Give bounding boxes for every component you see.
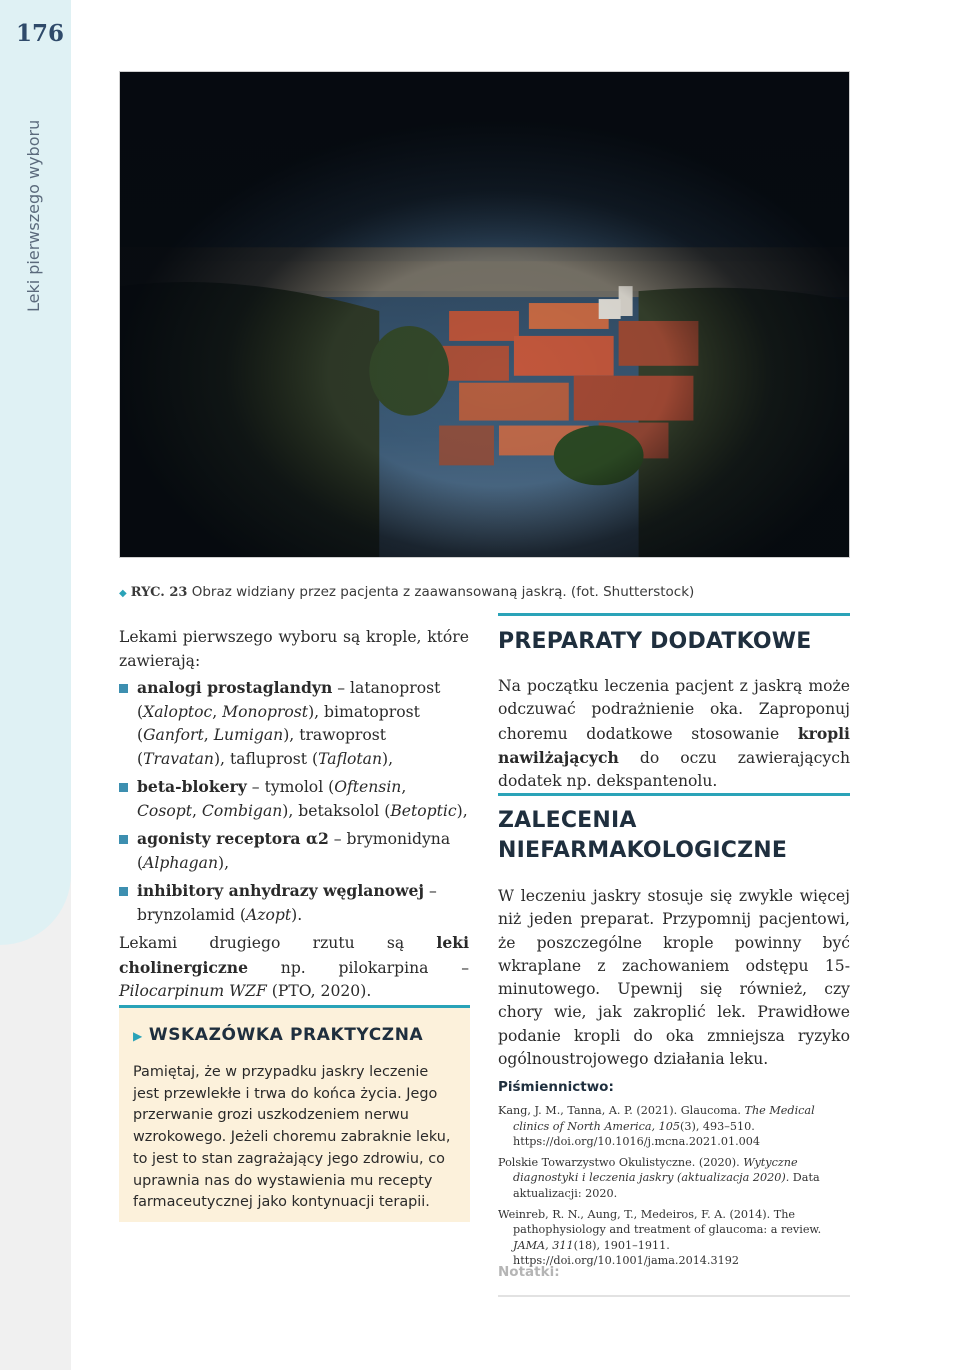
text-run: Alphagan: [143, 853, 218, 872]
text-run: Data aktualizacji: 2020.: [513, 1171, 820, 1200]
text-run: Lekami drugiego rzutu są: [119, 934, 437, 952]
drug-class-term: analogi prostaglandyn: [137, 678, 333, 697]
text-run: Pilocarpinum WZF: [119, 982, 267, 1000]
separator: –: [332, 679, 351, 697]
text-run: Wytyczne diagnostyki i leczenia jaskry (aktualizacja 2020).: [513, 1155, 798, 1185]
notes-title: Notatki:: [498, 1264, 560, 1280]
left-column: [119, 626, 469, 1004]
text-run: Travatan: [143, 749, 214, 768]
separator: –: [328, 830, 347, 848]
text-run: Kang, J. M., Tanna, A. P. (2021). Glaucoma.: [498, 1104, 745, 1117]
second-line-paragraph: [119, 931, 469, 1004]
text-run: kropli nawilżających: [498, 723, 850, 767]
text-run: Ganfort: [143, 726, 204, 744]
text-run: latanoprost (: [137, 679, 441, 721]
text-run: ,: [212, 702, 223, 721]
text-run: brynzolamid (: [137, 905, 246, 924]
text-run: ),: [382, 749, 394, 768]
triangle-right-icon: ▶: [133, 1029, 143, 1043]
separator: –: [424, 882, 437, 900]
text-run: Weinreb, R. N., Aung, T., Medeiros, F. A. (2014). The pathophysiology and treatment of glaucoma: a review.: [498, 1207, 822, 1237]
glaucoma-vision-illustration: [120, 72, 849, 557]
text-run: ), bimatoprost (: [137, 702, 420, 744]
text-run: (3), 493–510. https://doi.org/10.1016/j.mcna.2021.01.004: [513, 1119, 760, 1149]
square-bullet-icon: [119, 835, 128, 844]
text-run: (PTO, 2020).: [266, 982, 372, 1000]
figure-photo: [119, 71, 850, 558]
list-item: [119, 775, 469, 823]
square-bullet-icon: [119, 684, 128, 693]
section-rule: [498, 613, 850, 616]
text-run: Betoptic: [390, 801, 457, 820]
text-run: Lumigan: [213, 726, 284, 744]
text-run: tymolol (: [264, 778, 335, 796]
drug-list: [119, 676, 469, 927]
text-run: Polskie Towarzystwo Okulistyczne. (2020).: [498, 1155, 744, 1169]
text-run: The Medical clinics of North America, 105: [513, 1104, 815, 1133]
reference-item: [498, 1155, 850, 1202]
text-run: do oczu zawierających dodatek np. dekspantenolu.: [498, 748, 850, 791]
square-bullet-icon: [119, 887, 128, 896]
list-item: [119, 879, 469, 927]
drug-class-term: agonisty receptora α2: [137, 829, 329, 848]
section-rule: [498, 793, 850, 796]
text-run: ), trawoprost (: [137, 726, 387, 768]
text-run: Azopt: [245, 905, 292, 924]
text-run: ), betaksolol (: [282, 801, 391, 820]
page-number: 176: [16, 20, 65, 47]
caption-bullet-icon: ◆: [119, 588, 127, 599]
tip-title-text: WSKAZÓWKA PRAKTYCZNA: [148, 1025, 424, 1045]
text-run: Na początku leczenia pacjent z jaskrą może odczuwać podrażnienie oka. Zaproponuj choremu dodatkowe stosowanie: [498, 677, 850, 743]
nonpharma-paragraph: W leczeniu jaskry stosuje się zwykle więcej niż jeden preparat. Przypomnij pacjentowi, że poszczególne krople powinny być wkraplane z zachowaniem odstępu 15-minutowego. Upewnij się również, czy chory wie, jak zakroplić lek. Prawidłowe podanie kropli do oka zmniejsza ryzyko ogólnoustrojowego działania leku.: [498, 887, 850, 1069]
references-list: [498, 1103, 850, 1274]
figure-label: RYC. 23: [130, 585, 188, 600]
square-bullet-icon: [119, 783, 128, 792]
text-run: Combigan: [201, 801, 283, 820]
heading-additional-preparations: PREPARATY DODATKOWE: [498, 629, 812, 654]
heading-nonpharma-line1: ZALECENIA: [498, 808, 637, 833]
intro-paragraph: Lekami pierwszego wyboru są krople, które zawierają:: [119, 628, 469, 670]
figure-caption: [119, 584, 694, 600]
text-run: brymonidyna (: [137, 830, 451, 872]
text-run: ,: [203, 726, 214, 744]
drug-class-term: inhibitory anhydrazy węglanowej: [137, 881, 425, 900]
text-run: ,: [191, 801, 202, 820]
figure-caption-text: Obraz widziany przez pacjenta z zaawansowaną jaskrą. (fot. Shutterstock): [187, 584, 695, 600]
text-run: Oftensin: [334, 778, 402, 796]
tip-text: Pamiętaj, że w przypadku jaskry leczenie jest przewlekłe i trwa do końca życia. Jego przerwanie grozi uszkodzeniem nerwu wzrokowego. Jeżeli choremu zabraknie leku, to jest to stan zagrażający jego zdrowiu, co uprawnia nas do wystawienia mu recepty farmaceutycznej jako kontynuacji terapii.: [133, 1064, 451, 1211]
tip-title: [133, 1025, 423, 1045]
text-run: ),: [218, 853, 230, 872]
references-title: Piśmiennictwo:: [498, 1079, 614, 1095]
text-run: Xaloptoc: [143, 702, 213, 721]
text-run: Monoprost: [222, 702, 309, 721]
text-run: leki cholinergiczne: [119, 933, 469, 977]
heading-nonpharma-line2: NIEFARMAKOLOGICZNE: [498, 838, 788, 863]
text-run: np. pilokarpina –: [248, 958, 469, 977]
list-item: [119, 827, 469, 875]
text-run: ,: [401, 778, 407, 796]
text-run: ), tafluprost (: [213, 749, 319, 768]
text-run: ),: [456, 801, 468, 820]
reference-item: [498, 1207, 850, 1269]
text-run: Taflotan: [318, 749, 382, 768]
additional-preparations-paragraph: [498, 675, 850, 793]
separator: –: [246, 778, 265, 796]
list-item: [119, 676, 469, 771]
drug-class-term: beta-blokery: [137, 777, 247, 796]
text-run: Cosopt: [137, 801, 192, 820]
section-label: Leki pierwszego wyboru: [24, 119, 43, 312]
practical-tip-box: [119, 1005, 470, 1222]
text-run: ).: [291, 905, 303, 924]
reference-item: [498, 1103, 850, 1150]
text-run: (18), 1901–1911. https://doi.org/10.1001/jama.2014.3192: [513, 1238, 739, 1268]
heading-nonpharma: [498, 806, 787, 866]
notes-line: [498, 1295, 850, 1297]
text-run: JAMA, 311: [513, 1238, 574, 1252]
